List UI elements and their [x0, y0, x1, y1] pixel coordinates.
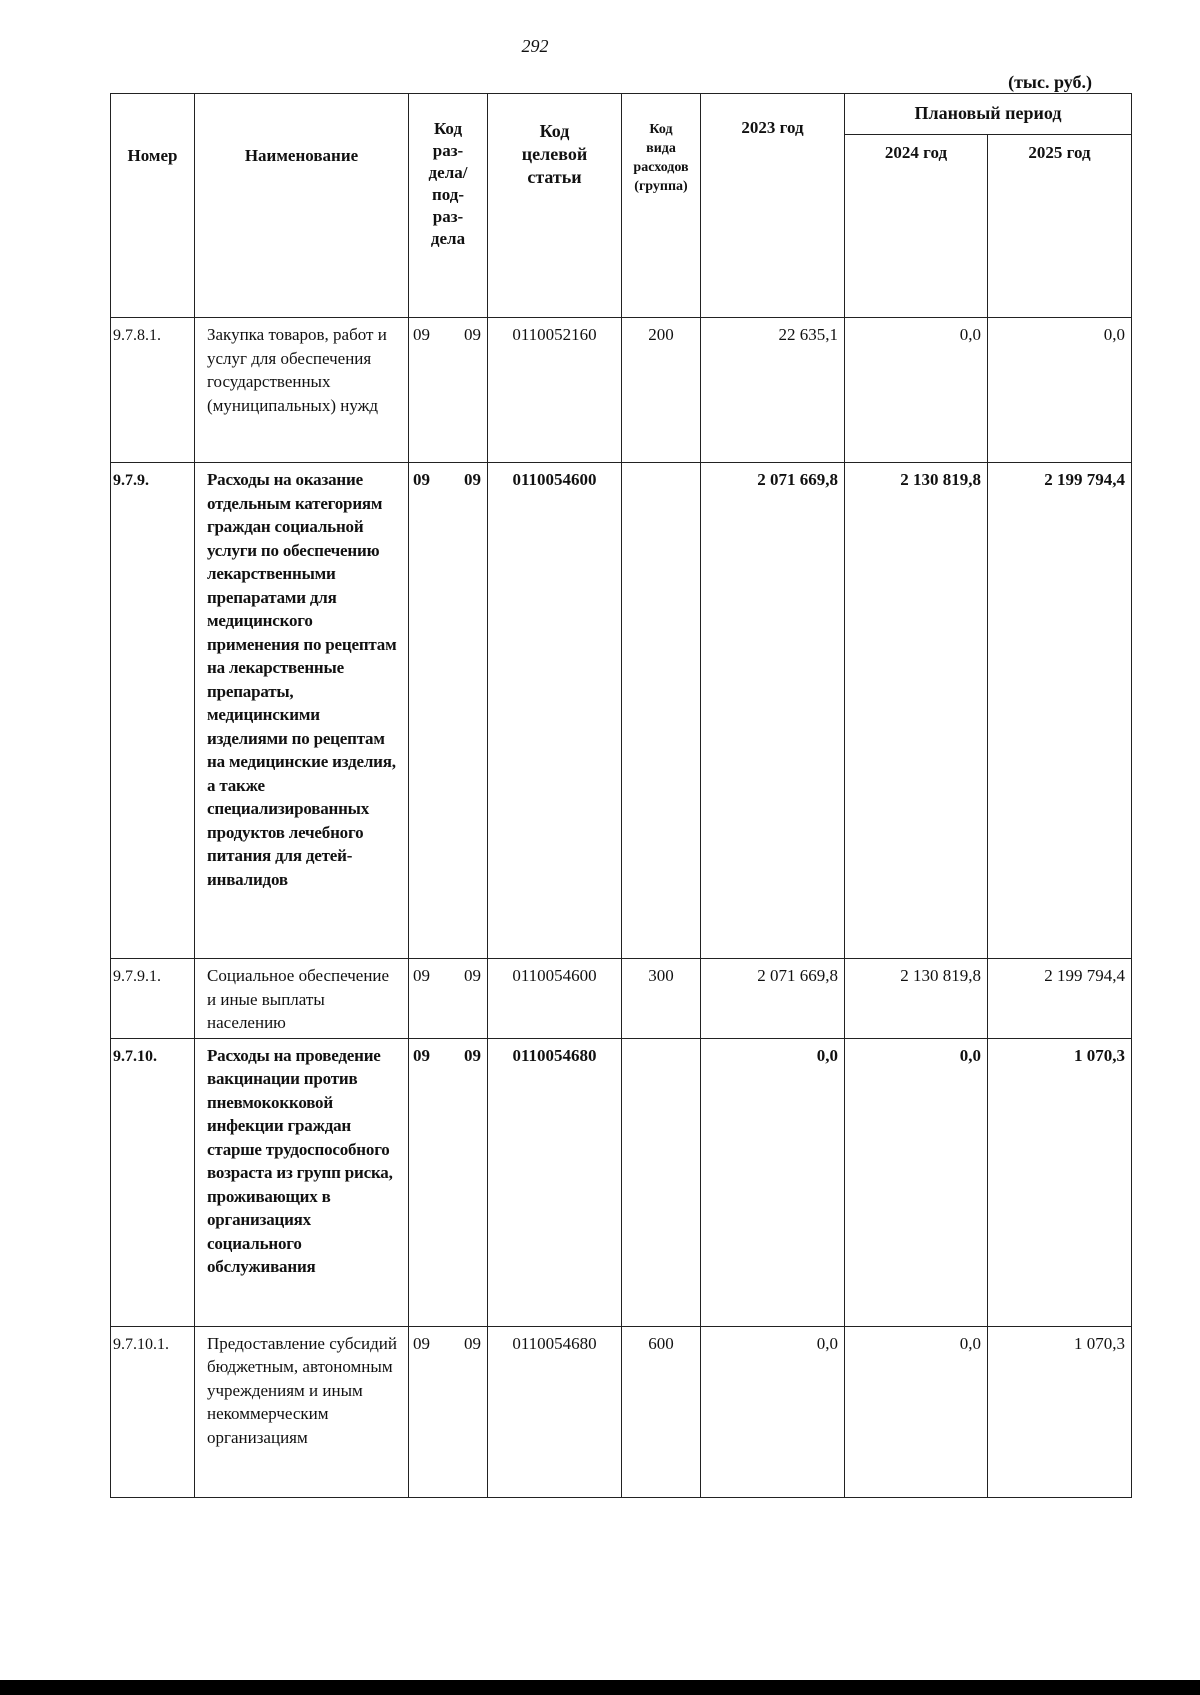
header-planned-period: Плановый период [845, 94, 1132, 135]
cell-target-code: 0110052160 [488, 318, 622, 463]
cell-subsection: 09 [464, 966, 481, 985]
cell-section-code [409, 959, 488, 1039]
table-row [111, 959, 1132, 1039]
scan-border [0, 1680, 1200, 1695]
cell-section: 09 [413, 1333, 430, 1353]
cell-target-code: 0110054600 [488, 959, 622, 1039]
cell-target-code: 0110054680 [488, 1038, 622, 1326]
cell-section: 09 [413, 325, 430, 344]
cell-section-code [409, 463, 488, 959]
cell-subsection: 09 [464, 470, 481, 489]
header-expense-code: Код вида расходов (группа) [622, 94, 701, 318]
cell-2024: 2 130 819,8 [845, 959, 988, 1039]
cell-2025: 1 070,3 [988, 1326, 1132, 1497]
table-row [111, 1038, 1132, 1326]
table-row [111, 463, 1132, 959]
page-number: 292 [521, 36, 549, 56]
table-row [111, 318, 1132, 463]
cell-number: 9.7.9. [111, 463, 195, 959]
cell-2024: 0,0 [845, 318, 988, 463]
header-year-2025: 2025 год [988, 135, 1132, 318]
cell-2025: 1 070,3 [988, 1038, 1132, 1326]
cell-expense-kind [622, 1038, 701, 1326]
cell-expense-kind: 300 [622, 959, 701, 1039]
cell-section-code [409, 318, 488, 463]
cell-subsection: 09 [464, 325, 481, 344]
cell-subsection: 09 [464, 1333, 481, 1353]
cell-section-code [409, 1326, 488, 1497]
cell-target-code: 0110054600 [488, 463, 622, 959]
header-name: Наименование [195, 94, 409, 318]
cell-2025: 2 199 794,4 [988, 463, 1132, 959]
table-body [111, 318, 1132, 1498]
cell-expense-kind: 600 [622, 1326, 701, 1497]
cell-number: 9.7.10. [111, 1038, 195, 1326]
cell-name: Расходы на оказание отдельным категориям граждан социальной услуги по обеспечению лекарственными препаратами для медицинского применения по рецептам на лекарственные препараты, медицинскими изделиями по рецептам на медицинские изделия, а также специализированных продуктов лечебного питания для детей-инвалидов [195, 463, 409, 959]
cell-section-code [409, 1038, 488, 1326]
cell-name: Закупка товаров, работ и услуг для обеспечения государственных (муниципальных) нужд [195, 318, 409, 463]
cell-number: 9.7.8.1. [111, 318, 195, 463]
cell-2023: 0,0 [701, 1038, 845, 1326]
cell-2024: 0,0 [845, 1326, 988, 1497]
table-row [111, 1326, 1132, 1497]
cell-2024: 2 130 819,8 [845, 463, 988, 959]
header-section-code: Код раз- дела/ под- раз- дела [409, 94, 488, 318]
cell-name: Социальное обеспечение и иные выплаты населению [195, 959, 409, 1039]
cell-expense-kind [622, 463, 701, 959]
cell-2025: 0,0 [988, 318, 1132, 463]
units-label: (тыс. руб.) [1008, 72, 1092, 92]
header-target-code: Код целевой статьи [488, 94, 622, 318]
cell-section: 09 [413, 1045, 430, 1065]
cell-number: 9.7.10.1. [111, 1326, 195, 1497]
cell-section: 09 [413, 966, 430, 985]
cell-2025: 2 199 794,4 [988, 959, 1132, 1039]
header-year-2023: 2023 год [701, 94, 845, 318]
header-number: Номер [111, 94, 195, 318]
cell-2023: 0,0 [701, 1326, 845, 1497]
cell-target-code: 0110054680 [488, 1326, 622, 1497]
cell-name: Расходы на проведение вакцинации против пневмококковой инфекции граждан старше трудоспособного возраста из групп риска, проживающих в организациях социального обслуживания [195, 1038, 409, 1326]
cell-expense-kind: 200 [622, 318, 701, 463]
cell-subsection: 09 [464, 1045, 481, 1065]
cell-section: 09 [413, 470, 430, 489]
budget-table [110, 93, 1132, 1498]
cell-2023: 2 071 669,8 [701, 959, 845, 1039]
cell-2023: 2 071 669,8 [701, 463, 845, 959]
cell-2024: 0,0 [845, 1038, 988, 1326]
cell-name: Предоставление субсидий бюджетным, автономным учреждениям и иным некоммерческим организациям [195, 1326, 409, 1497]
header-year-2024: 2024 год [845, 135, 988, 318]
cell-number: 9.7.9.1. [111, 959, 195, 1039]
cell-2023: 22 635,1 [701, 318, 845, 463]
